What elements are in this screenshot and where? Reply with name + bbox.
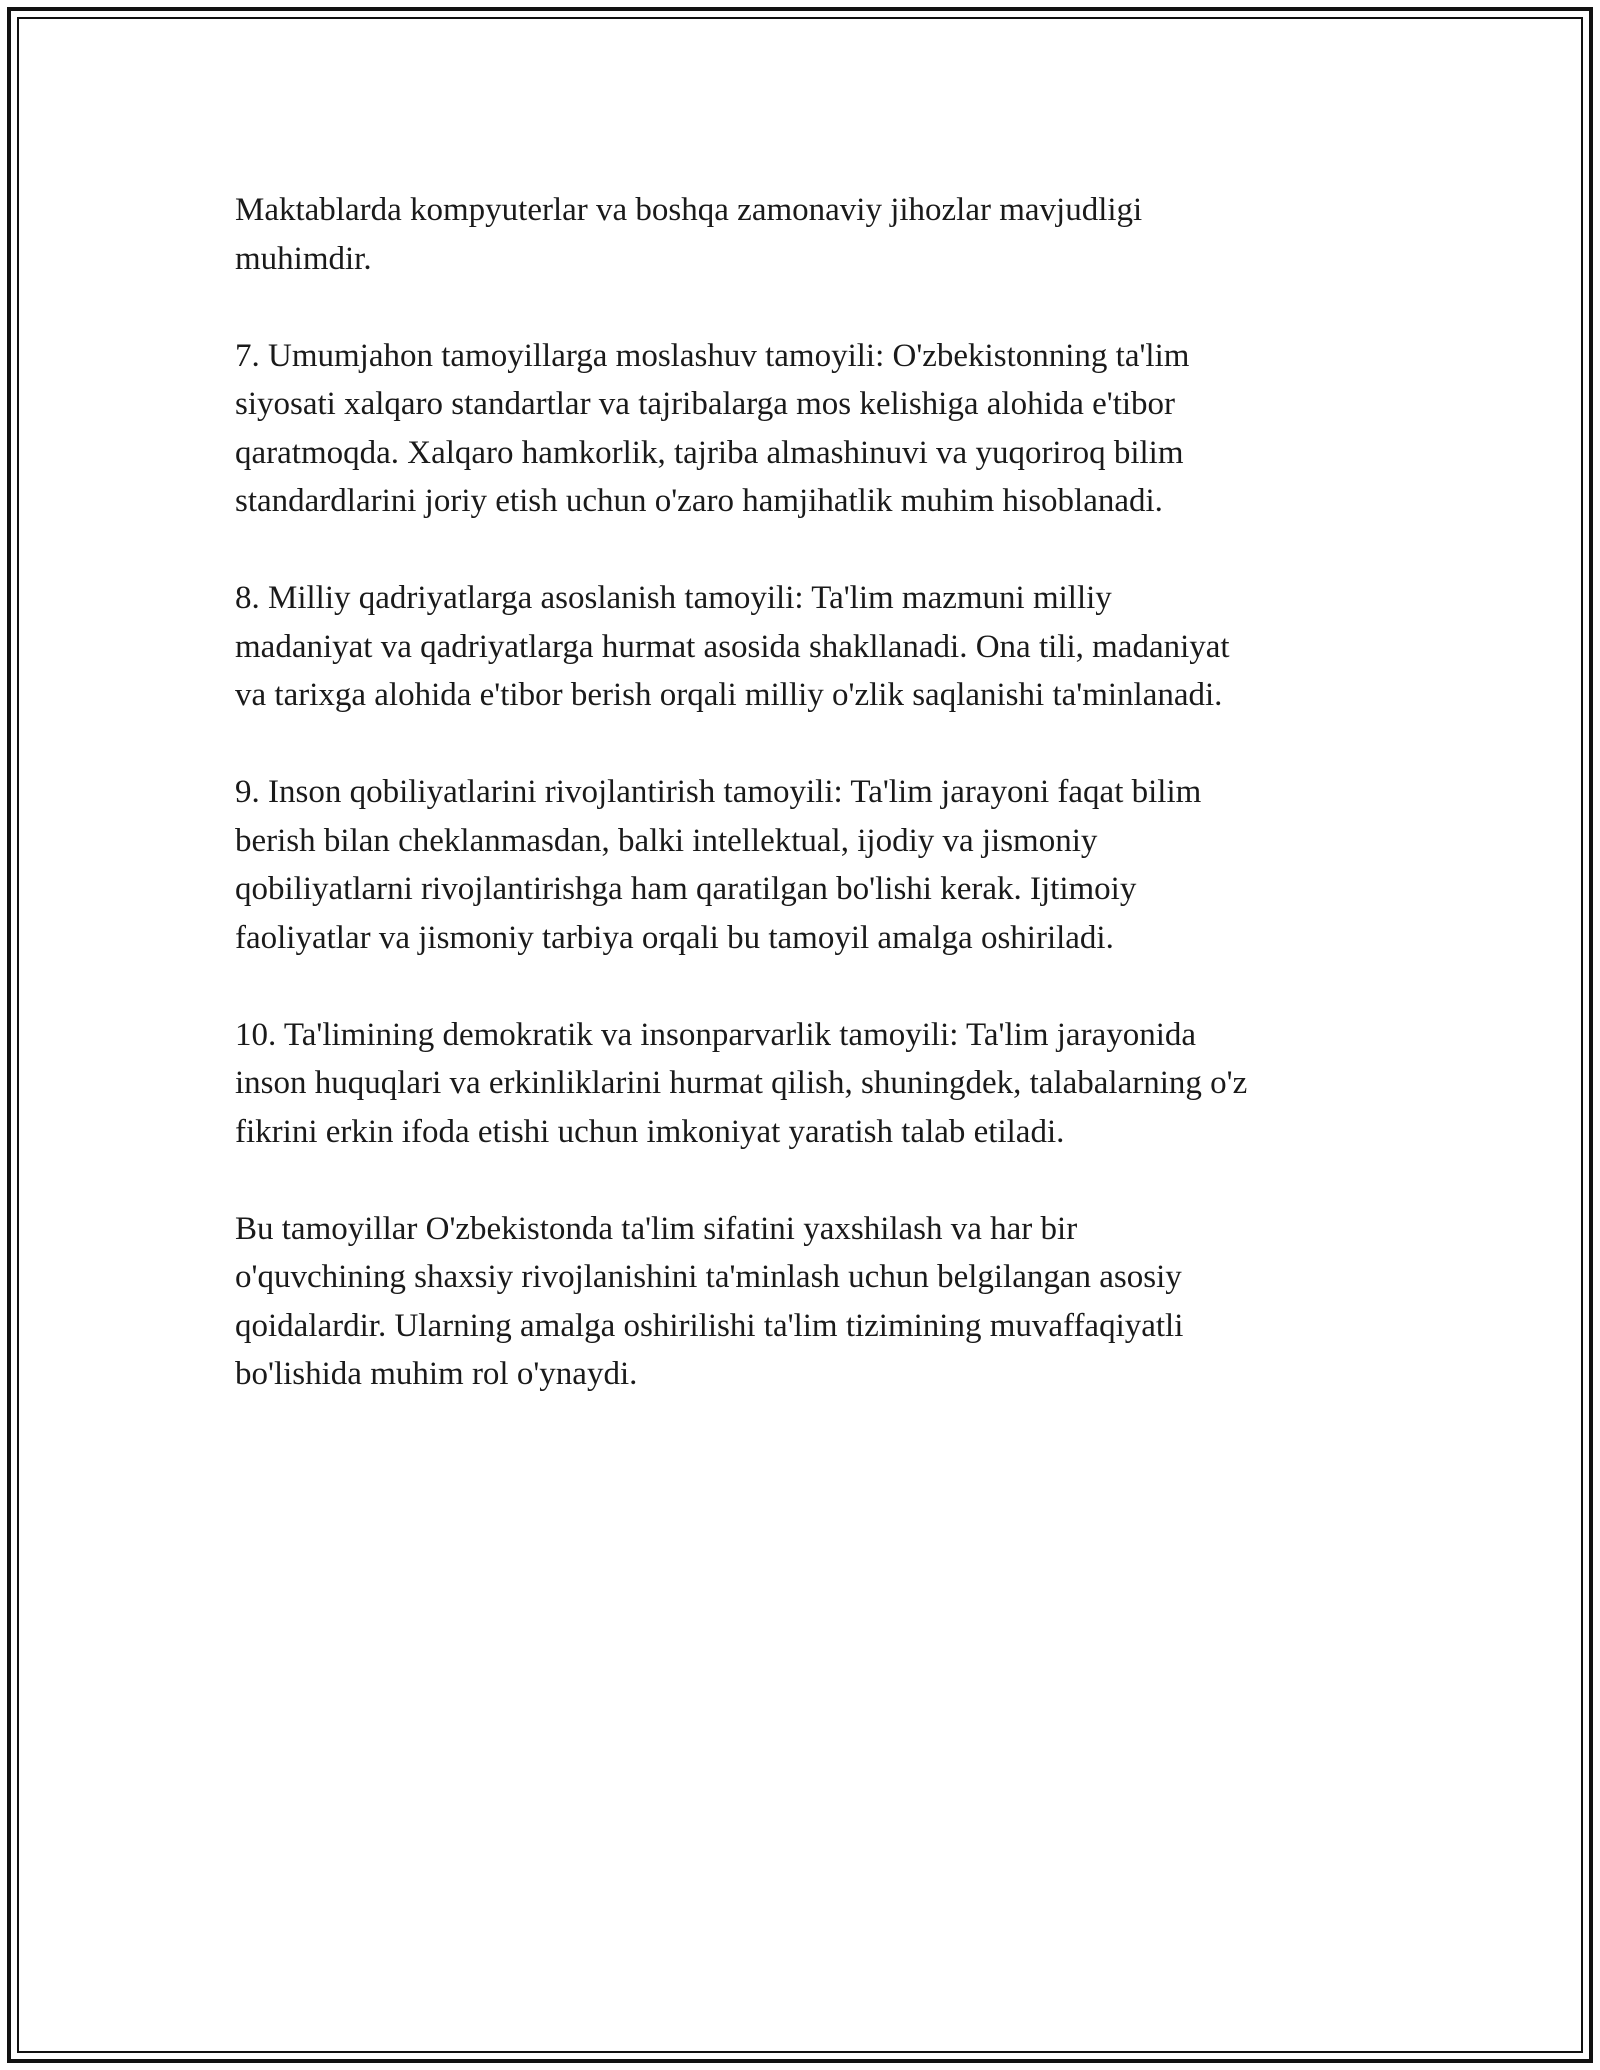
paragraph-principle-9 — [235, 768, 1375, 962]
text-line: madaniyat va qadriyatlarga hurmat asosida shakllanadi. Ona tili, madaniyat — [235, 628, 1230, 665]
text-line: qobiliyatlarni rivojlantirishga ham qaratilgan bo'lishi kerak. Ijtimoiy — [235, 871, 1137, 907]
text-line: berish bilan cheklanmasdan, balki intellektual, ijodiy va jismoniy — [235, 822, 1098, 859]
text-line: o'quvchining shaxsiy rivojlanishini ta'minlash uchun belgilangan asosiy — [235, 1259, 1182, 1295]
paragraph-principle-8 — [235, 574, 1375, 720]
paragraph-conclusion — [235, 1205, 1375, 1399]
text-line: 8. Milliy qadriyatlarga asoslanish tamoyili: Ta'lim mazmuni milliy — [235, 580, 1112, 616]
text-line: 7. Umumjahon tamoyillarga moslashuv tamoyili: O'zbekistonning ta'lim — [235, 337, 1190, 374]
paragraph-principle-7 — [235, 332, 1375, 526]
text-line: qoidalardir. Ularning amalga oshirilishi ta'lim tizimining muvaffaqiyatli — [235, 1307, 1184, 1344]
paragraph-intro — [235, 186, 1375, 283]
document-body — [235, 186, 1375, 1447]
text-line: 10. Ta'limining demokratik va insonparvarlik tamoyili: Ta'lim jarayonida — [235, 1016, 1197, 1053]
text-line: fikrini erkin ifoda etishi uchun imkoniyat yaratish talab etiladi. — [235, 1113, 1065, 1150]
paragraph-principle-10 — [235, 1011, 1375, 1157]
text-line: inson huquqlari va erkinliklarini hurmat qilish, shuningdek, talabalarning o'z — [235, 1065, 1248, 1101]
text-line: muhimdir. — [235, 240, 372, 277]
text-line: 9. Inson qobiliyatlarini rivojlantirish tamoyili: Ta'lim jarayoni faqat bilim — [235, 774, 1202, 810]
text-line: standardlarini joriy etish uchun o'zaro hamjihatlik muhim hisoblanadi. — [235, 483, 1163, 519]
text-line: Maktablarda kompyuterlar va boshqa zamonaviy jihozlar mavjudligi — [235, 192, 1143, 228]
text-line: qaratmoqda. Xalqaro hamkorlik, tajriba almashinuvi va yuqoriroq bilim — [235, 434, 1184, 471]
text-line: siyosati xalqaro standartlar va tajribalarga mos kelishiga alohida e'tibor — [235, 386, 1176, 422]
text-line: faoliyatlar va jismoniy tarbiya orqali bu tamoyil amalga oshiriladi. — [235, 919, 1114, 956]
text-line: bo'lishida muhim rol o'ynaydi. — [235, 1356, 638, 1392]
text-line: va tarixga alohida e'tibor berish orqali milliy o'zlik saqlanishi ta'minlanadi. — [235, 677, 1223, 713]
text-line: Bu tamoyillar O'zbekistonda ta'lim sifatini yaxshilash va har bir — [235, 1210, 1078, 1247]
